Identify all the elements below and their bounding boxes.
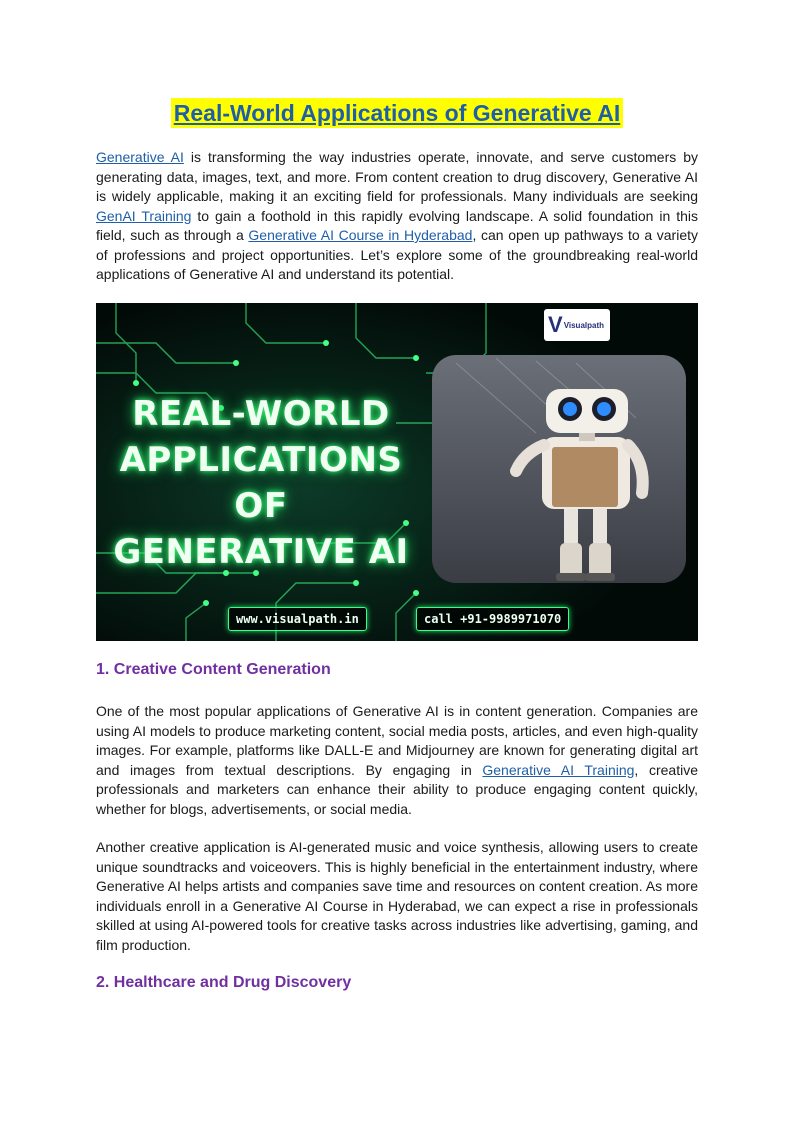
intro-text-3: , can open up pathways to a variety of professions and project opportunities. Let’s explore some of the groundbreaking real-world applications of Generative AI and understand its potential.	[96, 227, 698, 282]
section-1-paragraph-1	[96, 702, 698, 819]
title-wrapper	[0, 98, 794, 128]
phone-badge: call +91-9989971070	[416, 607, 569, 631]
generative-ai-link[interactable]: Generative AI	[96, 149, 184, 165]
website-badge: www.visualpath.in	[228, 607, 367, 631]
hero-headline-line-3: GENERATIVE AI	[113, 532, 409, 572]
hero-headline-line-1: REAL-WORLD	[132, 394, 390, 434]
generative-ai-training-link[interactable]: Generative AI Training	[482, 761, 635, 778]
intro-text-2: to gain a foothold in this rapidly evolving landscape. A solid foundation in this field, such as through a	[96, 207, 698, 243]
section-1-heading: 1. Creative Content Generation	[96, 661, 331, 678]
intro-paragraph	[96, 148, 698, 285]
section-2-heading: 2. Healthcare and Drug Discovery	[96, 974, 352, 991]
logo-text: Visualpath	[563, 320, 604, 330]
section-1-text-1: One of the most popular applications of Generative AI is in content generation. Companies are using AI models to produce marketing content, social media posts, articles, and even high-quality images. For example, platforms like DALL-E and Midjourney are known for generating digital art and images from textual descriptions. By engaging in	[96, 703, 698, 778]
logo-mark-icon: V	[548, 312, 563, 337]
hero-headline	[96, 391, 426, 575]
section-1-text-2: , creative professionals and marketers can enhance their ability to produce engaging content quickly, whether for blogs, advertisements, or social media.	[96, 761, 698, 817]
course-hyderabad-link[interactable]: Generative AI Course in Hyderabad	[248, 227, 473, 243]
genai-training-link[interactable]: GenAI Training	[96, 207, 192, 224]
section-1-paragraph-2: Another creative application is AI-generated music and voice synthesis, allowing users to create unique soundtracks and voiceovers. This is highly beneficial in the entertainment industry, where Generative AI helps artists and companies save time and resources on content creation. As more individuals enroll in a Generative AI Course in Hyderabad, we can expect a rise in professionals skilled at using AI-powered tools for creative tasks across industries like advertising, gaming, and film production.	[96, 839, 698, 953]
intro-text-1: is transforming the way industries operate, innovate, and serve customers by generating data, images, text, and more. From content creation to drug discovery, Generative AI is widely applicable, making it an exciting field for professionals. Many individuals are seeking	[96, 149, 699, 204]
hero-headline-line-2: APPLICATIONS OF	[119, 440, 403, 526]
page-title: Real-World Applications of Generative AI	[171, 98, 623, 128]
hero-banner-image	[96, 303, 698, 641]
visualpath-logo	[544, 309, 610, 341]
